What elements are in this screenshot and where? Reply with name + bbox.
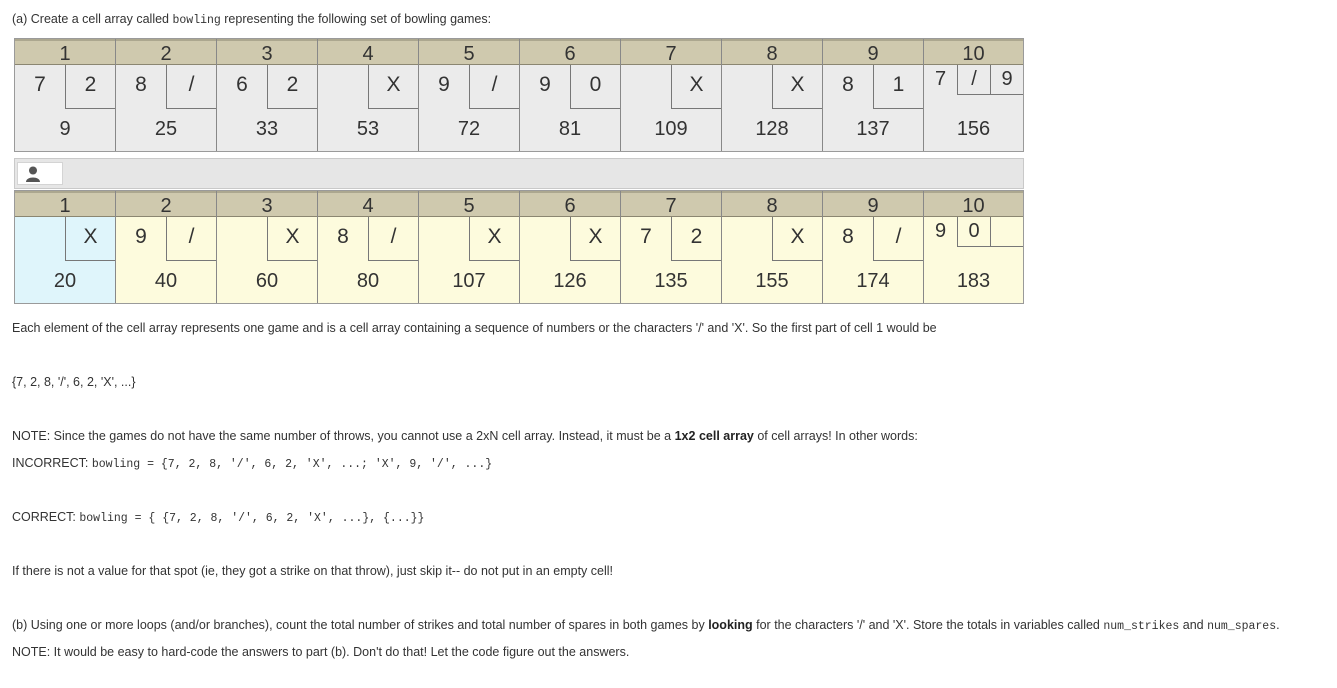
frame-body bbox=[419, 217, 519, 303]
frame-8 bbox=[722, 39, 823, 151]
second-ball: X bbox=[772, 217, 822, 261]
first-ball: 8 bbox=[337, 225, 349, 248]
first-ball: 8 bbox=[842, 225, 854, 248]
frame-number: 9 bbox=[823, 39, 923, 65]
second-ball: X bbox=[368, 65, 418, 109]
first-ball: 9 bbox=[934, 220, 947, 242]
frame-score: 109 bbox=[654, 118, 688, 140]
frame-number: 10 bbox=[924, 191, 1023, 217]
frame-5 bbox=[419, 191, 520, 303]
frame-number: 1 bbox=[15, 191, 115, 217]
scoreboard-frames bbox=[15, 39, 1023, 151]
frame-number: 8 bbox=[722, 39, 822, 65]
frame-2 bbox=[116, 39, 217, 151]
frame-10 bbox=[924, 39, 1023, 151]
first-ball bbox=[621, 65, 671, 109]
third-ball bbox=[990, 217, 1023, 247]
first-ball bbox=[217, 217, 267, 261]
first-ball bbox=[318, 65, 368, 109]
frame-score: 72 bbox=[457, 118, 481, 140]
frame-score: 183 bbox=[956, 270, 991, 292]
frame-score: 80 bbox=[356, 270, 380, 292]
frame-6 bbox=[520, 191, 621, 303]
player-strip bbox=[14, 158, 1024, 189]
first-ball: 9 bbox=[539, 73, 551, 96]
first-ball bbox=[722, 217, 772, 261]
part-b-instruction: (b) Using one or more loops (and/or branches), count the total number of strikes and total number of spares in both games by looking for the characters '/' and 'X'. Store the totals in variables called num_strikes and num_spares. bbox=[12, 618, 1280, 633]
frame-2 bbox=[116, 191, 217, 303]
second-ball: / bbox=[873, 217, 923, 261]
first-ball: 9 bbox=[135, 225, 147, 248]
frame-body bbox=[722, 217, 822, 303]
second-ball: X bbox=[570, 217, 620, 261]
frame-number: 4 bbox=[318, 39, 418, 65]
frame-score: 9 bbox=[59, 118, 71, 140]
second-ball: 2 bbox=[65, 65, 115, 109]
frame-4 bbox=[318, 191, 419, 303]
first-ball: 9 bbox=[438, 73, 450, 96]
frame-body bbox=[722, 65, 822, 151]
player-name-box bbox=[17, 162, 63, 185]
first-ball: 7 bbox=[34, 73, 46, 96]
frame-score: 155 bbox=[755, 270, 789, 292]
frame-score: 126 bbox=[553, 270, 587, 292]
second-ball: 0 bbox=[957, 217, 990, 247]
frame-number: 7 bbox=[621, 39, 721, 65]
frame-4 bbox=[318, 39, 419, 151]
second-ball: 1 bbox=[873, 65, 923, 109]
frame-score: 60 bbox=[255, 270, 279, 292]
description-paragraph: Each element of the cell array represents one game and is a cell array containing a sequence of numbers or the characters '/' and 'X'. So the first part of cell 1 would be bbox=[12, 321, 937, 335]
first-ball: 8 bbox=[842, 73, 854, 96]
first-ball bbox=[722, 65, 772, 109]
scoreboard-game-2 bbox=[14, 190, 1024, 304]
second-ball: X bbox=[772, 65, 822, 109]
frame-body bbox=[419, 65, 519, 151]
frame-body bbox=[621, 65, 721, 151]
frame-body bbox=[924, 65, 1023, 151]
second-ball: X bbox=[671, 65, 721, 109]
frame-score: 135 bbox=[654, 270, 688, 292]
first-ball: 7 bbox=[640, 225, 652, 248]
frame-10 bbox=[924, 191, 1023, 303]
incorrect-example: INCORRECT: bowling = {7, 2, 8, '/', 6, 2, 'X', ...; 'X', 9, '/', ...} bbox=[12, 456, 493, 471]
frame-8 bbox=[722, 191, 823, 303]
frame-body bbox=[217, 217, 317, 303]
frame-body bbox=[116, 217, 216, 303]
frame-number: 2 bbox=[116, 191, 216, 217]
frame-number: 8 bbox=[722, 191, 822, 217]
frame-score: 174 bbox=[856, 270, 890, 292]
frame-score: 20 bbox=[53, 270, 77, 292]
frame-body bbox=[520, 65, 620, 151]
frame-number: 5 bbox=[419, 39, 519, 65]
frame-number: 6 bbox=[520, 191, 620, 217]
frame-score: 40 bbox=[154, 270, 178, 292]
frame-9 bbox=[823, 39, 924, 151]
second-ball: / bbox=[469, 65, 519, 109]
frame-body bbox=[318, 217, 418, 303]
frame-number: 7 bbox=[621, 191, 721, 217]
scoreboard-game-1 bbox=[14, 38, 1024, 152]
frame-score: 107 bbox=[452, 270, 486, 292]
frame-body bbox=[15, 217, 115, 303]
frame-body bbox=[15, 65, 115, 151]
second-ball: 0 bbox=[570, 65, 620, 109]
frame-3 bbox=[217, 39, 318, 151]
frame-score: 128 bbox=[755, 118, 789, 140]
frame-number: 9 bbox=[823, 191, 923, 217]
first-ball bbox=[419, 217, 469, 261]
frame-1 bbox=[15, 191, 116, 303]
frame-number: 1 bbox=[15, 39, 115, 65]
second-ball: / bbox=[368, 217, 418, 261]
first-ball: 6 bbox=[236, 73, 248, 96]
frame-number: 3 bbox=[217, 191, 317, 217]
part-a-instruction: (a) Create a cell array called bowling representing the following set of bowling games: bbox=[12, 12, 492, 27]
first-ball bbox=[520, 217, 570, 261]
frame-score: 33 bbox=[255, 118, 279, 140]
frame-score: 25 bbox=[154, 118, 178, 140]
third-ball: 9 bbox=[990, 65, 1023, 95]
second-ball: X bbox=[267, 217, 317, 261]
frame-number: 2 bbox=[116, 39, 216, 65]
frame-number: 3 bbox=[217, 39, 317, 65]
second-ball: X bbox=[469, 217, 519, 261]
note-hard-code: NOTE: It would be easy to hard-code the answers to part (b). Don't do that! Let the code figure out the answers. bbox=[12, 645, 630, 659]
frame-body bbox=[924, 217, 1023, 303]
skip-instruction: If there is not a value for that spot (ie, they got a strike on that throw), just skip it-- do not put in an empty cell! bbox=[12, 564, 613, 578]
frame-7 bbox=[621, 191, 722, 303]
frame-9 bbox=[823, 191, 924, 303]
frame-score: 137 bbox=[856, 118, 890, 140]
first-ball: 8 bbox=[135, 73, 147, 96]
frame-1 bbox=[15, 39, 116, 151]
example-sequence: {7, 2, 8, '/', 6, 2, 'X', ...} bbox=[12, 375, 136, 389]
frame-3 bbox=[217, 191, 318, 303]
frame-number: 5 bbox=[419, 191, 519, 217]
frame-number: 10 bbox=[924, 39, 1023, 65]
scoreboard-frames bbox=[15, 191, 1023, 303]
second-ball: 2 bbox=[671, 217, 721, 261]
frame-number: 4 bbox=[318, 191, 418, 217]
frame-body bbox=[116, 65, 216, 151]
first-ball: 7 bbox=[934, 68, 947, 90]
frame-6 bbox=[520, 39, 621, 151]
inline-code-bowling: bowling bbox=[172, 14, 221, 27]
frame-body bbox=[621, 217, 721, 303]
user-icon bbox=[24, 165, 42, 183]
note-cell-array: NOTE: Since the games do not have the same number of throws, you cannot use a 2xN cell array. Instead, it must be a 1x2 cell array of cell arrays! In other words: bbox=[12, 429, 918, 443]
frame-7 bbox=[621, 39, 722, 151]
second-ball: X bbox=[65, 217, 115, 261]
frame-score: 53 bbox=[356, 118, 380, 140]
frame-body bbox=[823, 217, 923, 303]
frame-score: 156 bbox=[956, 118, 991, 140]
second-ball: / bbox=[957, 65, 990, 95]
frame-body bbox=[520, 217, 620, 303]
frame-body bbox=[823, 65, 923, 151]
correct-example: CORRECT: bowling = { {7, 2, 8, '/', 6, 2, 'X', ...}, {...}} bbox=[12, 510, 425, 525]
frame-body bbox=[318, 65, 418, 151]
second-ball: / bbox=[166, 65, 216, 109]
frame-number: 6 bbox=[520, 39, 620, 65]
frame-5 bbox=[419, 39, 520, 151]
second-ball: 2 bbox=[267, 65, 317, 109]
second-ball: / bbox=[166, 217, 216, 261]
first-ball bbox=[15, 217, 65, 261]
frame-body bbox=[217, 65, 317, 151]
frame-score: 81 bbox=[558, 118, 582, 140]
